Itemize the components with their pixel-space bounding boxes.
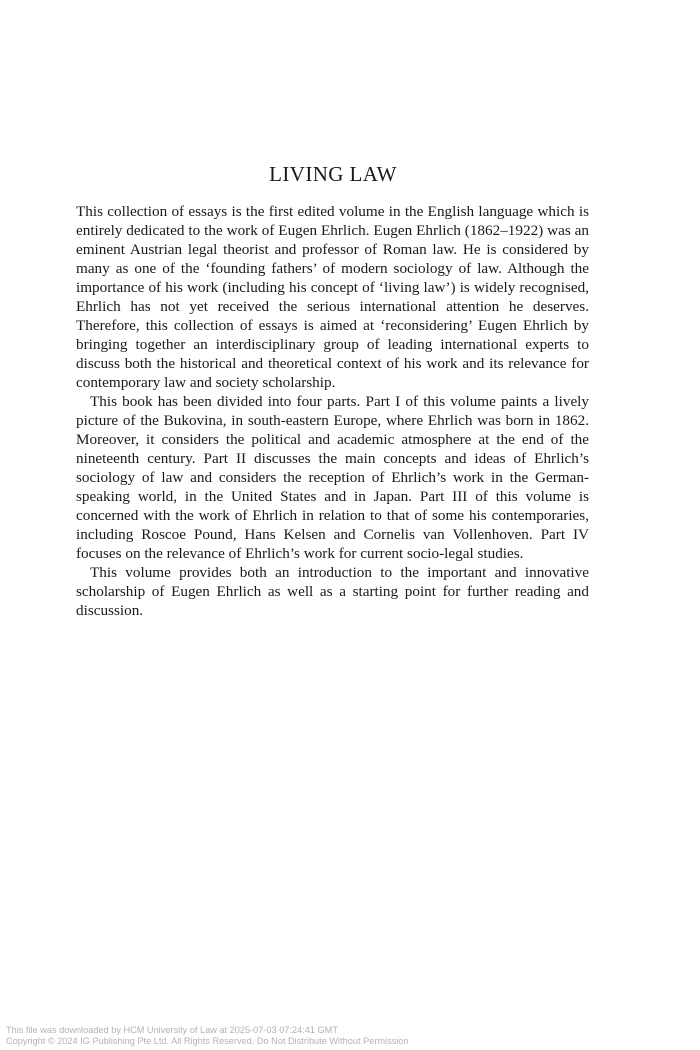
copyright-notice: Copyright © 2024 IG Publishing Pte Ltd. All Rights Reserved. Do Not Distribute Without Permission bbox=[6, 1036, 409, 1046]
paragraph-1: This collection of essays is the first edited volume in the English language which is entirely dedicated to the work of Eugen Ehrlich. Eugen Ehrlich (1862–1922) was an eminent Austrian legal theorist and professor of Roman law. He is considered by many as one of the ‘founding fathers’ of modern sociology of law. Although the importance of his work (including his concept of ‘living law’) is widely recognised, Ehrlich has not yet received the serious international attention he deserves. Therefore, this collection of essays is aimed at ‘reconsidering’ Eugen Ehrlich by bringing together an interdisciplinary group of leading international experts to discuss both the historical and theoretical context of his work and its relevance for contemporary law and society scholarship. bbox=[76, 203, 589, 391]
paragraph-3: This volume provides both an introduction to the important and innovative scholarship of Eugen Ehrlich as well as a starting point for further reading and discussion. bbox=[76, 564, 589, 619]
download-footer bbox=[6, 1025, 409, 1047]
page-body bbox=[76, 202, 589, 620]
paragraph-2: This book has been divided into four parts. Part I of this volume paints a lively picture of the Bukovina, in south-eastern Europe, where Ehrlich was born in 1862. Moreover, it considers the political and academic atmosphere at the end of the nineteenth century. Part II discusses the main concepts and ideas of Ehrlich’s sociology of law and considers the reception of Ehrlich’s work in the German-speaking world, in the United States and in Japan. Part III of this volume is concerned with the work of Ehrlich in relation to that of some his contemporaries, including Roscoe Pound, Hans Kelsen and Cornelis van Vollenhoven. Part IV focuses on the relevance of Ehrlich’s work for current socio-legal studies. bbox=[76, 393, 589, 562]
download-notice: This file was downloaded by HCM University of Law at 2025-07-03 07:24:41 GMT bbox=[6, 1025, 338, 1035]
page-title: LIVING LAW bbox=[269, 162, 397, 186]
